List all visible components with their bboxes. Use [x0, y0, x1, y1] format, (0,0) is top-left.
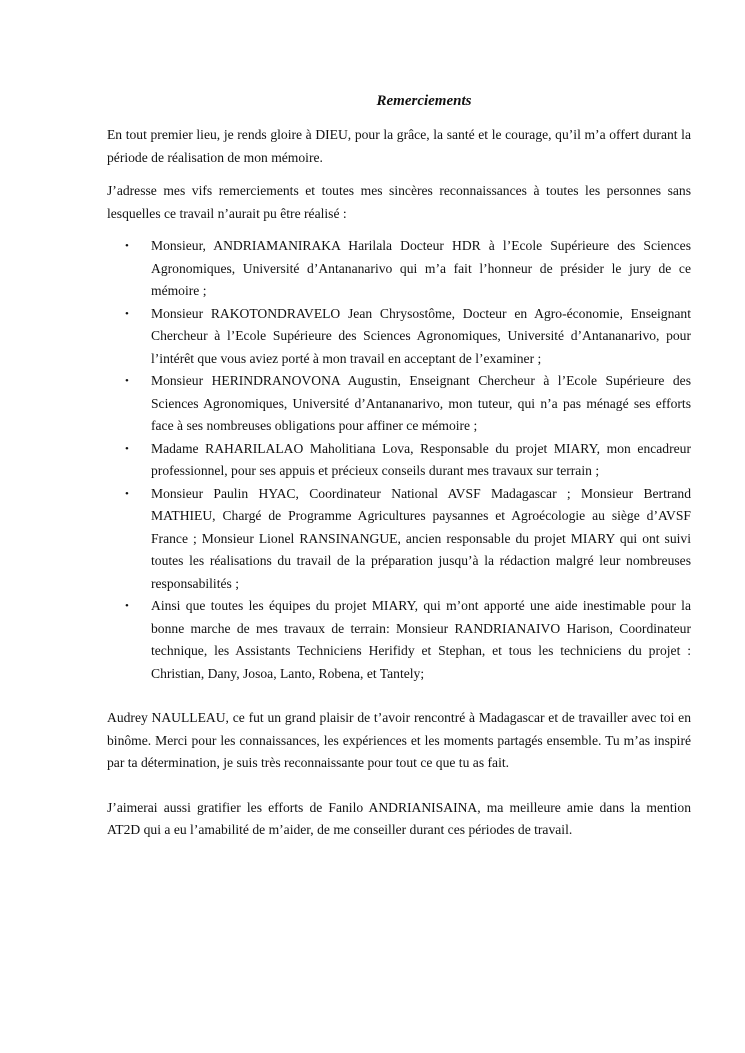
intro-paragraph-2: J’adresse mes vifs remerciements et toutes mes sincères reconnaissances à toutes les personnes sans lesquelles ce travail n’aurait pu être réalisé :	[107, 183, 691, 221]
list-item	[125, 438, 691, 483]
list-item-text: Monsieur Paulin HYAC, Coordinateur National AVSF Madagascar ; Monsieur Bertrand MATHIEU, Chargé de Programme Agricultures paysannes et Agroécologie au siège d’AVSF France ; Monsieur Lionel RANSINANGUE, ancien responsable du projet MIARY qui ont suivi toutes les réalisations du travail de la préparation jusqu’à la rédaction malgré leur nombreuses responsabilités ;	[151, 485, 691, 591]
bullet-icon: •	[125, 375, 129, 387]
list-item-text: Ainsi que toutes les équipes du projet MIARY, qui m’ont apporté une aide inestimable pour la bonne marche de mes travaux de terrain: Monsieur RANDRIANAIVO Harison, Coordinateur technique, les Assistants Techniciens Herifidy et Stephan, et tous les techniciens du projet : Christian, Dany, Josoa, Lanto, Robena, et Tantely;	[151, 598, 691, 681]
bullet-icon: •	[125, 487, 129, 500]
page-title-text: Remerciements	[376, 93, 472, 109]
list-item-text: Madame RAHARILALAO Maholitiana Lova, Responsable du projet MIARY, mon encadreur professionnel, pour ses appuis et précieux conseils durant mes travaux sur terrain ;	[151, 440, 691, 478]
list-item-text: Monsieur HERINDRANOVONA Augustin, Enseignant Chercheur à l’Ecole Supérieure des Sciences Agronomiques, Université d’Antananarivo, mon tuteur, qui n’a pas ménagé ses efforts face à ses nombreuses obligations pour affiner ce mémoire ;	[151, 373, 691, 433]
closing-paragraph-2: J’aimerai aussi gratifier les efforts de Fanilo ANDRIANISAINA, ma meilleure amie dans la mention AT2D qui a eu l’amabilité de m’aider, de me conseiller durant ces périodes de travail.	[107, 799, 691, 837]
closing-paragraph-1: Audrey NAULLEAU, ce fut un grand plaisir de t’avoir rencontré à Madagascar et de travailler avec toi en binôme. Merci pour les connaissances, les expériences et les moments partagés ensemble. Tu m’as inspiré par ta détermination, je suis très reconnaissante pour tout ce que tu as fait.	[107, 710, 691, 770]
intro-paragraph-1: En tout premier lieu, je rends gloire à DIEU, pour la grâce, la santé et le courage, qu’il m’a offert durant la période de réalisation de mon mémoire.	[107, 127, 691, 165]
page-title	[107, 88, 691, 114]
bullet-icon: •	[125, 600, 129, 612]
list-item	[125, 303, 691, 371]
list-item-text: Monsieur RAKOTONDRAVELO Jean Chrysostôme, Docteur en Agro-économie, Enseignant Chercheur à l’Ecole Supérieure des Sciences Agronomiques, Université d’Antananarivo, pour l’intérêt que vous aviez porté à mon travail en acceptant de l’examiner ;	[151, 305, 691, 366]
list-item	[125, 483, 691, 596]
acknowledgement-list	[107, 235, 691, 685]
list-item	[125, 370, 691, 438]
document-page	[107, 0, 691, 842]
bullet-icon: •	[125, 307, 129, 320]
list-item	[125, 595, 691, 685]
bullet-icon: •	[125, 240, 129, 252]
bullet-icon: •	[125, 442, 129, 455]
list-item-text: Monsieur, ANDRIAMANIRAKA Harilala Docteur HDR à l’Ecole Supérieure des Sciences Agronomiques, Université d’Antananarivo qui m’a fait l’honneur de présider le jury de ce mémoire ;	[151, 238, 691, 298]
list-item	[125, 235, 691, 303]
